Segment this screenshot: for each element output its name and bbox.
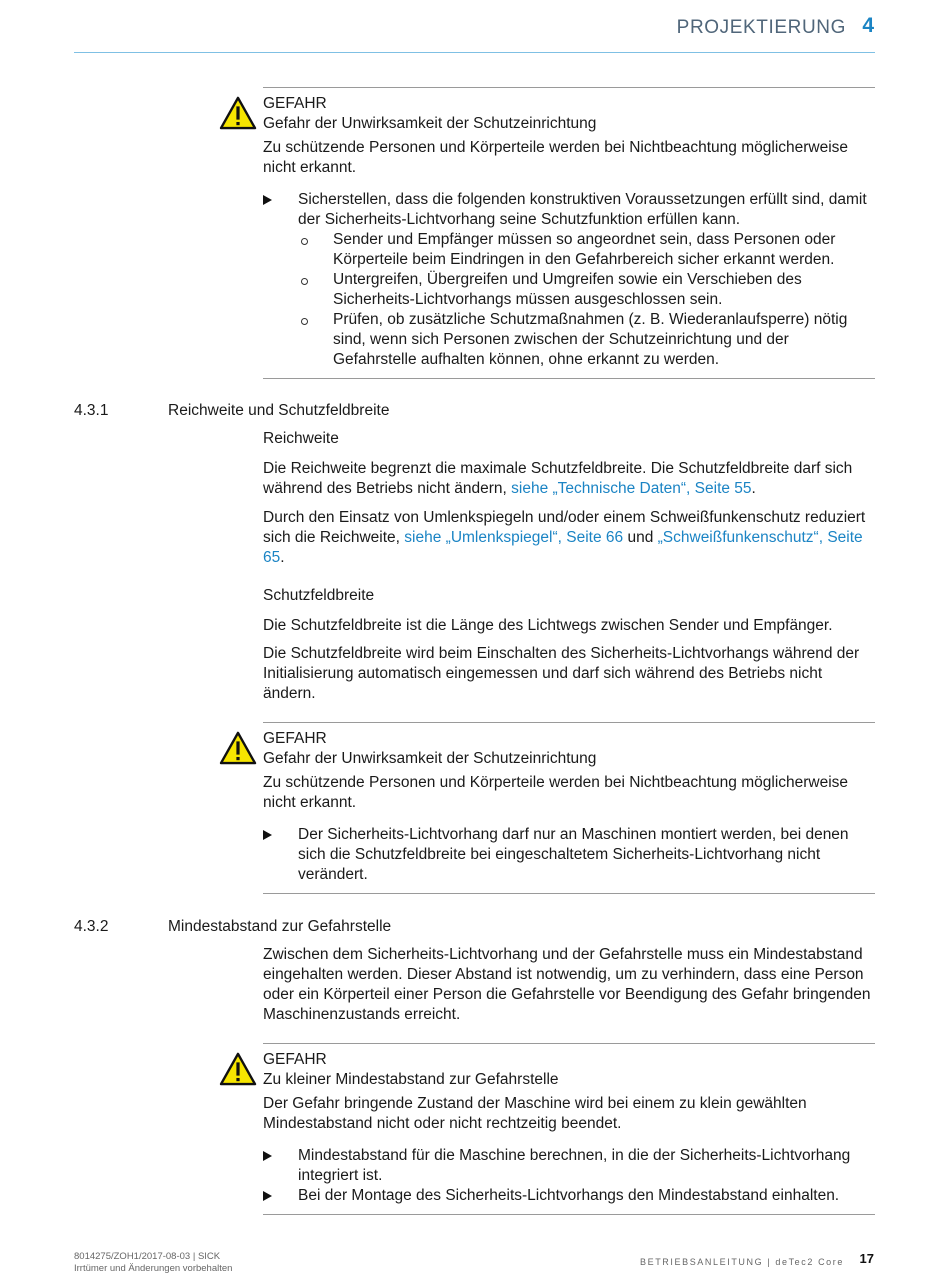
- danger-body: Der Gefahr bringende Zustand der Maschine wird bei einem zu klein gewählten Mindestabstand nicht oder nicht rechtzeitig beendet.: [263, 1095, 807, 1132]
- action-item: Sicherstellen, dass die folgenden konstruktiven Voraussetzungen erfüllt sind, damit der Sicherheits-Lichtvorhang seine Schutzfunktion erfüllen kann. Sender und Empfänger müssen so angeordnet sein, dass Personen oder Körperteile beim Eindringen in den Gefahrbereich sicher erkannt werden. Untergreifen, Übergreifen und Umgreifen sowie ein Verschieben des Sicherheits-Lichtvorhangs müssen ausgeschlossen sein. Prüfen, ob zusätzliche Schutzmaßnahmen (z. B. Wiederanlaufsperre) nötig sind, wenn sich Personen zwischen der Schutzeinrichtung und der Gefahrstelle aufhalten können, ohne erkannt zu werden.: [263, 190, 875, 370]
- footer-disclaimer: Irrtümer und Änderungen vorbehalten: [74, 1263, 233, 1274]
- cross-reference-link[interactable]: siehe „Technische Daten“, Seite 55: [511, 480, 752, 497]
- header-divider: [74, 52, 875, 53]
- subheading: Schutzfeldbreite: [263, 587, 375, 604]
- danger-subtitle: Gefahr der Unwirksamkeit der Schutzeinrichtung: [263, 750, 597, 767]
- danger-label: GEFAHR: [263, 95, 327, 112]
- section-title: Reichweite und Schutzfeldbreite: [168, 402, 390, 419]
- paragraph: Die Schutzfeldbreite ist die Länge des Lichtwegs zwischen Sender und Empfänger.: [263, 617, 833, 634]
- danger-subtitle: Zu kleiner Mindestabstand zur Gefahrstelle: [263, 1071, 559, 1088]
- subheading: Reichweite: [263, 430, 339, 447]
- paragraph: Die Schutzfeldbreite wird beim Einschalten des Sicherheits-Lichtvorhangs während der Initialisierung automatisch eingemessen und darf sich während des Betriebs nicht ändern.: [263, 645, 860, 702]
- danger-label: GEFAHR: [263, 1051, 327, 1068]
- section-number: 4.3.2: [74, 918, 109, 935]
- paragraph: Zwischen dem Sicherheits-Lichtvorhang und der Gefahrstelle muss ein Mindestabstand eingehalten werden. Dieser Abstand ist notwendig, um zu verhindern, dass eine Person oder ein Körperteil einer Person die Gefahrstelle vor Beendigung des Gefahr bringenden Maschinenzustands erreicht.: [263, 946, 871, 1023]
- bullet-arrow-icon: [263, 1151, 272, 1161]
- condition-list: [298, 230, 875, 370]
- cross-reference-link[interactable]: „Schweißfunkenschutz“, Seite 65: [263, 529, 863, 566]
- warning-triangle-icon: [219, 96, 257, 130]
- chapter-title: PROJEKTIERUNG: [676, 17, 846, 38]
- danger-body: Zu schützende Personen und Körperteile werden bei Nichtbeachtung möglicherweise nicht erkannt.: [263, 774, 849, 811]
- condition-item: Untergreifen, Übergreifen und Umgreifen sowie ein Verschieben des Sicherheits-Lichtvorhangs müssen ausgeschlossen sein.: [298, 270, 875, 310]
- condition-item: Prüfen, ob zusätzliche Schutzmaßnahmen (z. B. Wiederanlaufsperre) nötig sind, wenn sich Personen zwischen der Schutzeinrichtung und der Gefahrstelle aufhalten können, ohne erkannt zu werden.: [298, 310, 875, 370]
- footer-doc-id: 8014275/ZOH1/2017-08-03 | SICK: [74, 1251, 221, 1262]
- danger-notice-2: [263, 722, 875, 894]
- warning-triangle-icon: [219, 731, 257, 765]
- paragraph: Durch den Einsatz von Umlenkspiegeln und/oder einem Schweißfunkenschutz reduziert sich die Reichweite, siehe „Umlenkspiegel“, Seite 66 und „Schweißfunkenschutz“, Seite 65.: [263, 509, 866, 566]
- danger-subtitle: Gefahr der Unwirksamkeit der Schutzeinrichtung: [263, 115, 597, 132]
- circle-bullet-icon: [301, 238, 308, 245]
- bullet-arrow-icon: [263, 1191, 272, 1201]
- cross-reference-link[interactable]: siehe „Umlenkspiegel“, Seite 66: [404, 529, 624, 546]
- danger-notice-1: [263, 87, 875, 379]
- bullet-arrow-icon: [263, 195, 272, 205]
- footer-doc-title: BETRIEBSANLEITUNG | deTec2 Core: [640, 1257, 844, 1267]
- warning-triangle-icon: [219, 1052, 257, 1086]
- circle-bullet-icon: [301, 318, 308, 325]
- paragraph: Die Reichweite begrenzt die maximale Schutzfeldbreite. Die Schutzfeldbreite darf sich während des Betriebs nicht ändern, siehe „Technische Daten“, Seite 55.: [263, 460, 853, 497]
- footer-doc-info: [74, 1251, 232, 1275]
- page-number: 17: [859, 1251, 874, 1266]
- action-item: Bei der Montage des Sicherheits-Lichtvorhangs den Mindestabstand einhalten.: [263, 1186, 875, 1206]
- danger-notice-3: [263, 1043, 875, 1215]
- bullet-arrow-icon: [263, 830, 272, 840]
- action-list: [263, 1146, 875, 1206]
- condition-item: Sender und Empfänger müssen so angeordnet sein, dass Personen oder Körperteile beim Eindringen in den Gefahrbereich sicher erkannt werden.: [298, 230, 875, 270]
- action-list: [263, 825, 875, 885]
- action-item: Der Sicherheits-Lichtvorhang darf nur an Maschinen montiert werden, bei denen sich die Schutzfeldbreite bei eingeschaltetem Sicherheits-Lichtvorhang nicht verändert.: [263, 825, 875, 885]
- danger-body: Zu schützende Personen und Körperteile werden bei Nichtbeachtung möglicherweise nicht erkannt.: [263, 139, 849, 176]
- section-title: Mindestabstand zur Gefahrstelle: [168, 918, 392, 935]
- circle-bullet-icon: [301, 278, 308, 285]
- danger-label: GEFAHR: [263, 730, 327, 747]
- action-list: [263, 190, 875, 370]
- chapter-number: 4: [862, 14, 874, 37]
- section-number: 4.3.1: [74, 402, 109, 419]
- action-item: Mindestabstand für die Maschine berechnen, in die der Sicherheits-Lichtvorhang integriert ist.: [263, 1146, 875, 1186]
